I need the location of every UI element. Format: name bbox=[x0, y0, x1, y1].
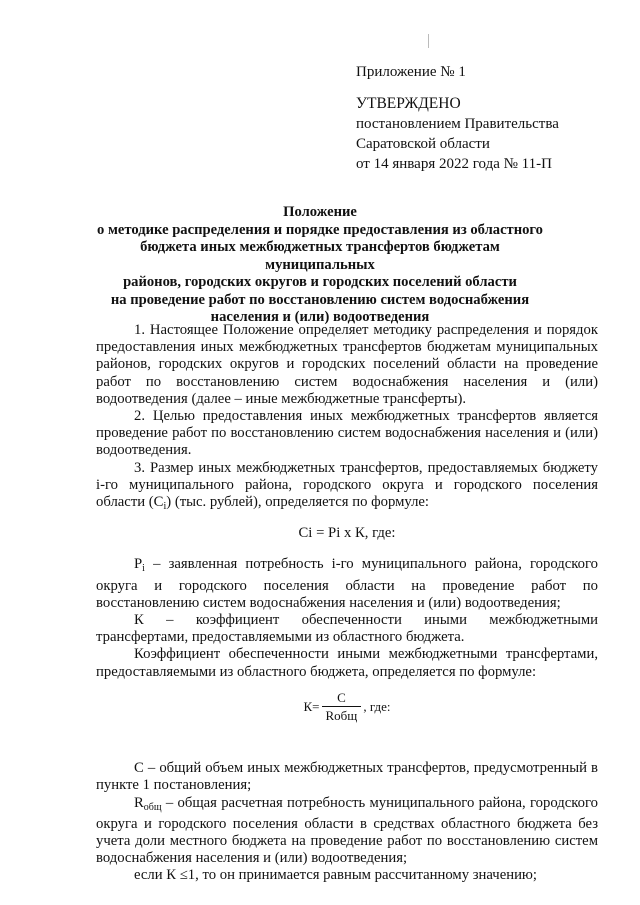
paragraph-k-formula-intro: Коэффициент обеспеченности иными межбюджетными трансфертами, предоставляемыми из областного бюджета, определяется по формуле: bbox=[96, 646, 598, 680]
fraction-numerator: С bbox=[337, 689, 346, 705]
paragraph-c: С – общий объем иных межбюджетных трансфертов, предусмотренный в пункте 1 постановления; bbox=[96, 760, 598, 794]
title-line: районов, городских округов и городских поселений области bbox=[123, 274, 517, 290]
paragraph-pi: $Р_i$ – заявленная потребность i-го муниципального района, городского округа и городского поселения области на проведение работ по восстановлению систем водоснабжения населения и (или) водоотведения; bbox=[96, 556, 598, 611]
paragraph-1: 1. Настоящее Положение определяет методику распределения и порядок предоставления иных межбюджетных трансфертов бюджетам муниципальных районов, городских округов и городских поселений области на проведение работ по восстановлению систем водоснабжения населения и (или) водоотведения (далее – иные межбюджетные трансферты). bbox=[96, 322, 598, 407]
approved-by-line: постановлением Правительства bbox=[356, 116, 559, 132]
title-line: на проведение работ по восстановлению систем водоснабжения bbox=[110, 291, 530, 308]
approved-label: УТВЕРЖДЕНО bbox=[356, 95, 461, 112]
paragraph-3: 3. Размер иных межбюджетных трансфертов, предоставляемых бюджету i-го муниципального района, городского округа и городского поселения области $(С_i)$ (тыс. рублей), определяется по формуле: bbox=[96, 459, 598, 513]
paragraph-r: $R_{общ}$ – общая расчетная потребность муниципального района, городского округа и городского поселения области в средствах областного бюджета без учета доли местного бюджета на проведение работ по восстановлению систем водоснабжения населения и (или) водоотведения; bbox=[96, 794, 598, 867]
title-line: бюджета иных межбюджетных трансфертов бюджетам муниципальных bbox=[140, 239, 500, 273]
paragraph-2: 2. Целью предоставления иных межбюджетных трансфертов является проведение работ по восстановлению систем водоснабжения населения и (или) водоотведения. bbox=[96, 408, 598, 459]
paragraph-k-condition: если К ≤1, то он принимается равным рассчитанному значению; bbox=[134, 867, 537, 884]
formula-k: К= $\frac{С}{\text{Rобщ}}$ , где: bbox=[303, 689, 391, 724]
fraction bbox=[322, 689, 362, 724]
paragraph-k: К – коэффициент обеспеченности иными межбюджетными трансфертами, предоставляемыми из областного бюджета. bbox=[96, 612, 598, 646]
approved-region-line: Саратовской области bbox=[356, 136, 490, 152]
title-line: о методике распределения и порядке предоставления из областного bbox=[97, 221, 543, 238]
document-body bbox=[96, 322, 598, 885]
title-heading: Положение bbox=[283, 204, 357, 220]
document-title bbox=[92, 204, 548, 327]
scan-mark bbox=[428, 34, 429, 48]
formula-ci: Ci = Pi х К, где: bbox=[298, 525, 396, 542]
approval-block bbox=[356, 62, 559, 174]
appendix-number: Приложение № 1 bbox=[356, 64, 466, 80]
approved-date-line: от 14 января 2022 года № 11-П bbox=[356, 156, 552, 172]
title-line: населения и (или) водоотведения bbox=[210, 309, 430, 325]
fraction-denominator: Rобщ bbox=[322, 706, 362, 724]
